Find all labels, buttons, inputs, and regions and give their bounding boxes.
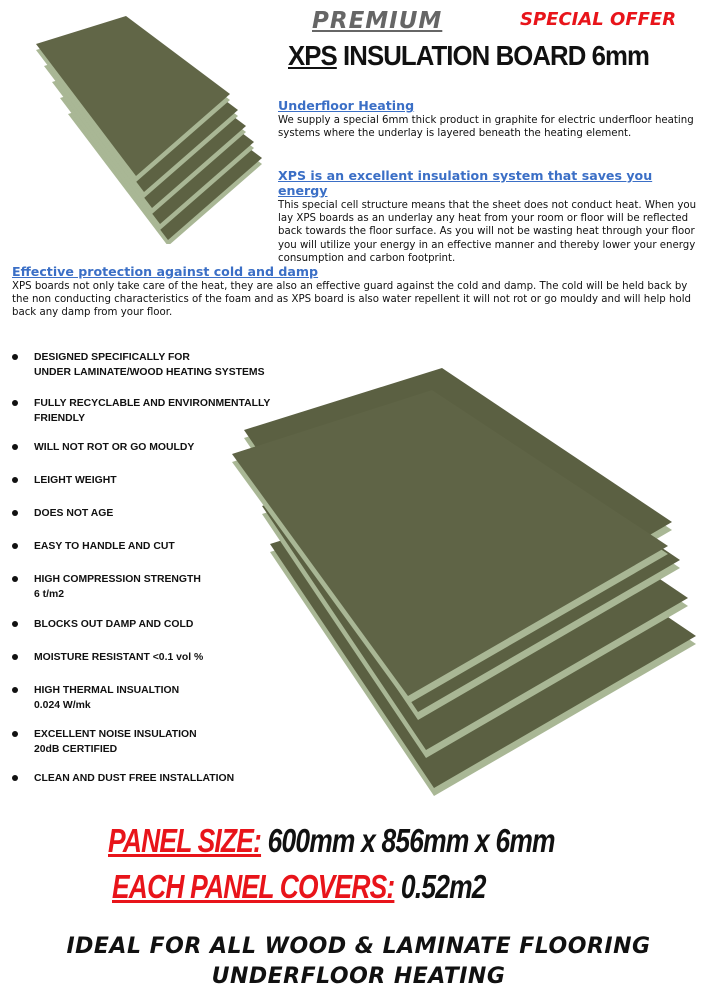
protection-body: XPS boards not only take care of the heat, they are also an effective guard against the cold and damp. The cold will be held back by the non conducting characteristics of the foam and as XPS board is also water repellent it will not rot or go mouldy and will help hold back any damp from your floor. bbox=[12, 281, 691, 319]
underfloor-heating-heading: Underfloor Heating bbox=[278, 98, 415, 113]
feature-text: EXCELLENT NOISE INSULATION 20dB CERTIFIED bbox=[34, 729, 197, 755]
footer-line-2: UNDERFLOOR HEATING bbox=[211, 964, 506, 989]
page-title bbox=[288, 40, 649, 72]
title-rest: INSULATION BOARD 6mm bbox=[336, 40, 650, 71]
board-stack bbox=[36, 16, 262, 244]
protection-heading: Effective protection against cold and damp bbox=[12, 264, 319, 279]
premium-label: PREMIUM bbox=[312, 8, 443, 34]
feature-text: DESIGNED SPECIFICALLY FOR UNDER LAMINATE/WOOD HEATING SYSTEMS bbox=[34, 352, 265, 378]
protection-section bbox=[12, 264, 702, 320]
panel-size-label: PANEL SIZE: bbox=[108, 822, 262, 859]
insulation-boards-image-small bbox=[8, 8, 270, 244]
bullet-icon bbox=[12, 400, 18, 406]
footer-line-1: IDEAL FOR ALL WOOD & LAMINATE FLOORING bbox=[66, 934, 651, 959]
bullet-icon bbox=[12, 354, 18, 360]
bullet-icon bbox=[12, 687, 18, 693]
underfloor-heating-body: We supply a special 6mm thick product in graphite for electric underfloor heating systems where the underlay is layered beneath the heating element. bbox=[278, 115, 694, 140]
energy-saving-heading: XPS is an excellent insulation system that saves you energy bbox=[278, 168, 653, 198]
insulation-boards-image-large bbox=[226, 368, 698, 798]
feature-text: HIGH COMPRESSION STRENGTH 6 t/m2 bbox=[34, 574, 201, 600]
bullet-icon bbox=[12, 654, 18, 660]
bullet-icon bbox=[12, 576, 18, 582]
feature-text: DOES NOT AGE bbox=[34, 508, 114, 519]
energy-saving-body: This special cell structure means that the sheet does not conduct heat. When you lay XPS boards as an underlay any heat from your room or floor will be reflected back towards the floor surface. As you will not be wasting heat through your floor you will utilize your energy in an effective manner and thereby lower your energy consumption and carbon footprint. bbox=[278, 200, 697, 264]
feature-text: FULLY RECYCLABLE AND ENVIRONMENTALLY FRIENDLY bbox=[34, 398, 271, 424]
feature-text: EASY TO HANDLE AND CUT bbox=[34, 541, 175, 552]
feature-text: BLOCKS OUT DAMP AND COLD bbox=[34, 619, 194, 630]
bullet-icon bbox=[12, 543, 18, 549]
panel-size-line bbox=[108, 822, 555, 860]
special-offer-label: SPECIAL OFFER bbox=[520, 9, 677, 30]
panel-covers-label: EACH PANEL COVERS: bbox=[112, 868, 395, 905]
bullet-icon bbox=[12, 621, 18, 627]
panel-covers-line bbox=[112, 868, 486, 906]
energy-saving-section bbox=[278, 168, 698, 265]
bullet-icon bbox=[12, 477, 18, 483]
panel-covers-value: 0.52m2 bbox=[394, 868, 486, 905]
bullet-icon bbox=[12, 444, 18, 450]
feature-text: HIGH THERMAL INSUALTION 0.024 W/mk bbox=[34, 685, 180, 711]
feature-text: MOISTURE RESISTANT <0.1 vol % bbox=[34, 652, 204, 663]
feature-text: LEIGHT WEIGHT bbox=[34, 475, 117, 486]
board-stack bbox=[232, 368, 696, 796]
bullet-icon bbox=[12, 775, 18, 781]
feature-text: WILL NOT ROT OR GO MOULDY bbox=[34, 442, 195, 453]
bullet-icon bbox=[12, 510, 18, 516]
panel-size-value: 600mm x 856mm x 6mm bbox=[261, 822, 555, 859]
underfloor-heating-section bbox=[278, 98, 698, 140]
title-xps: XPS bbox=[288, 40, 337, 71]
bullet-icon bbox=[12, 731, 18, 737]
feature-text: CLEAN AND DUST FREE INSTALLATION bbox=[34, 773, 235, 784]
